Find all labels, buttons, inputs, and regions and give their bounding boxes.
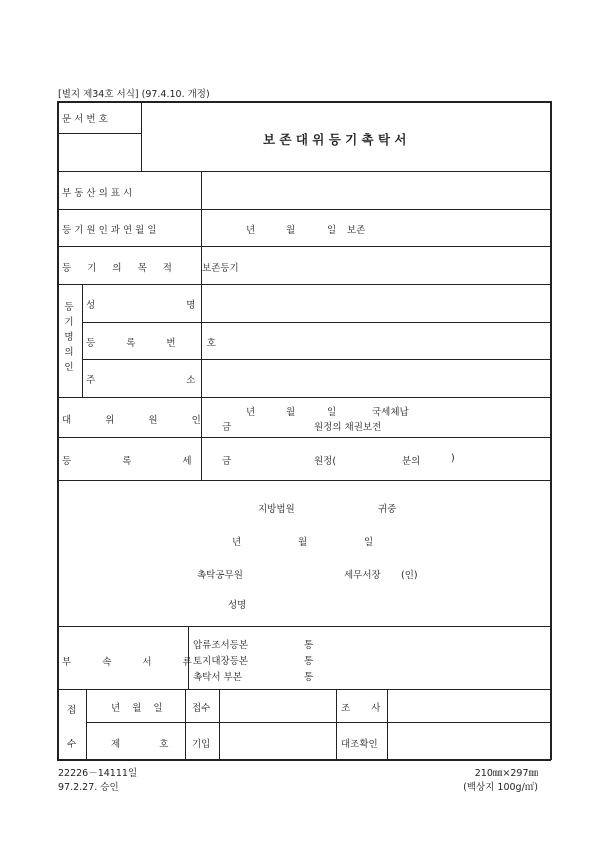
subrogation-label: 대 위 원 인 (62, 415, 201, 426)
compare-label: 대조확인 (341, 739, 378, 750)
sub-claim: 원정의 채권보전 (314, 422, 382, 433)
addr-day: 일 (364, 537, 374, 548)
purpose-value: 보존등기 (202, 263, 239, 274)
sub-month: 월 (286, 407, 296, 418)
official-label: 촉탁공무원 (197, 570, 243, 581)
form-title: 보 존 대 위 등 기 촉 탁 서 (263, 132, 407, 147)
sub-year: 년 (246, 407, 256, 418)
cause-month: 월 (286, 225, 296, 236)
receipt-number: 제 호 (111, 739, 169, 750)
reg-tax-close: ) (451, 453, 455, 464)
cause-suffix: 보존 (347, 225, 366, 236)
holder-address-label: 주 소 (86, 375, 196, 386)
attachments-label: 부 속 서 류 (62, 657, 192, 668)
reg-tax-label: 등 록 세 (62, 456, 192, 467)
purpose-label: 등 기 의 목 적 (62, 263, 172, 274)
receipt-label-top: 접 (67, 705, 77, 716)
receipt-label-bottom: 수 (67, 739, 77, 750)
attachment-item: 압류조서등본 (193, 640, 249, 651)
office-label: 세무서장 (344, 570, 381, 581)
seal-label: (인) (401, 570, 418, 581)
reg-tax-fraction: 분의 (402, 456, 421, 467)
attachment-unit: 통 (304, 672, 314, 683)
form-number: [별지 제34호 서식] (97.4.10. 개정) (58, 89, 210, 100)
holder-name-label: 성 명 (86, 300, 196, 311)
doc-number-label: 문 서 번 호 (62, 114, 108, 125)
survey-label: 조 사 (341, 703, 381, 714)
signer-name-label: 성명 (228, 600, 247, 611)
footer-size: 210㎜×297㎜ (474, 768, 538, 779)
addr-month: 월 (298, 537, 308, 548)
footer-approval: 97.2.27. 승인 (58, 782, 119, 793)
attachment-unit: 통 (304, 640, 314, 651)
footer-code: 22226－14111일 (58, 768, 138, 779)
cause-day: 일 (327, 225, 337, 236)
addr-year: 년 (232, 537, 242, 548)
receipt-check-1: 접수 (192, 703, 211, 714)
receipt-check-2: 기입 (192, 739, 211, 750)
receipt-date: 년 월 일 (111, 703, 163, 714)
footer-paper: (백상지 100g/㎡) (463, 782, 538, 793)
property-label: 부 동 산 의 표 시 (62, 188, 133, 199)
attachment-item: 토지대장등본 (193, 656, 249, 667)
attachment-unit: 통 (304, 656, 314, 667)
holder-group-label: 등 기 명 의 인 (64, 302, 74, 373)
sub-tax: 국세체납 (372, 407, 409, 418)
reg-tax-amount-label: 금 (222, 456, 232, 467)
attachment-item: 촉탁서 부본 (193, 672, 242, 683)
holder-regno-label: 등 록 번 호 (86, 338, 216, 349)
reg-tax-won: 원정( (314, 456, 337, 467)
to-label: 귀중 (378, 504, 397, 515)
sub-amount-label: 금 (222, 422, 232, 433)
sub-day: 일 (327, 407, 337, 418)
cause-date-label: 등 기 원 인 과 연 월 일 (62, 225, 157, 236)
cause-year: 년 (246, 225, 256, 236)
court-label: 지방법원 (258, 504, 295, 515)
